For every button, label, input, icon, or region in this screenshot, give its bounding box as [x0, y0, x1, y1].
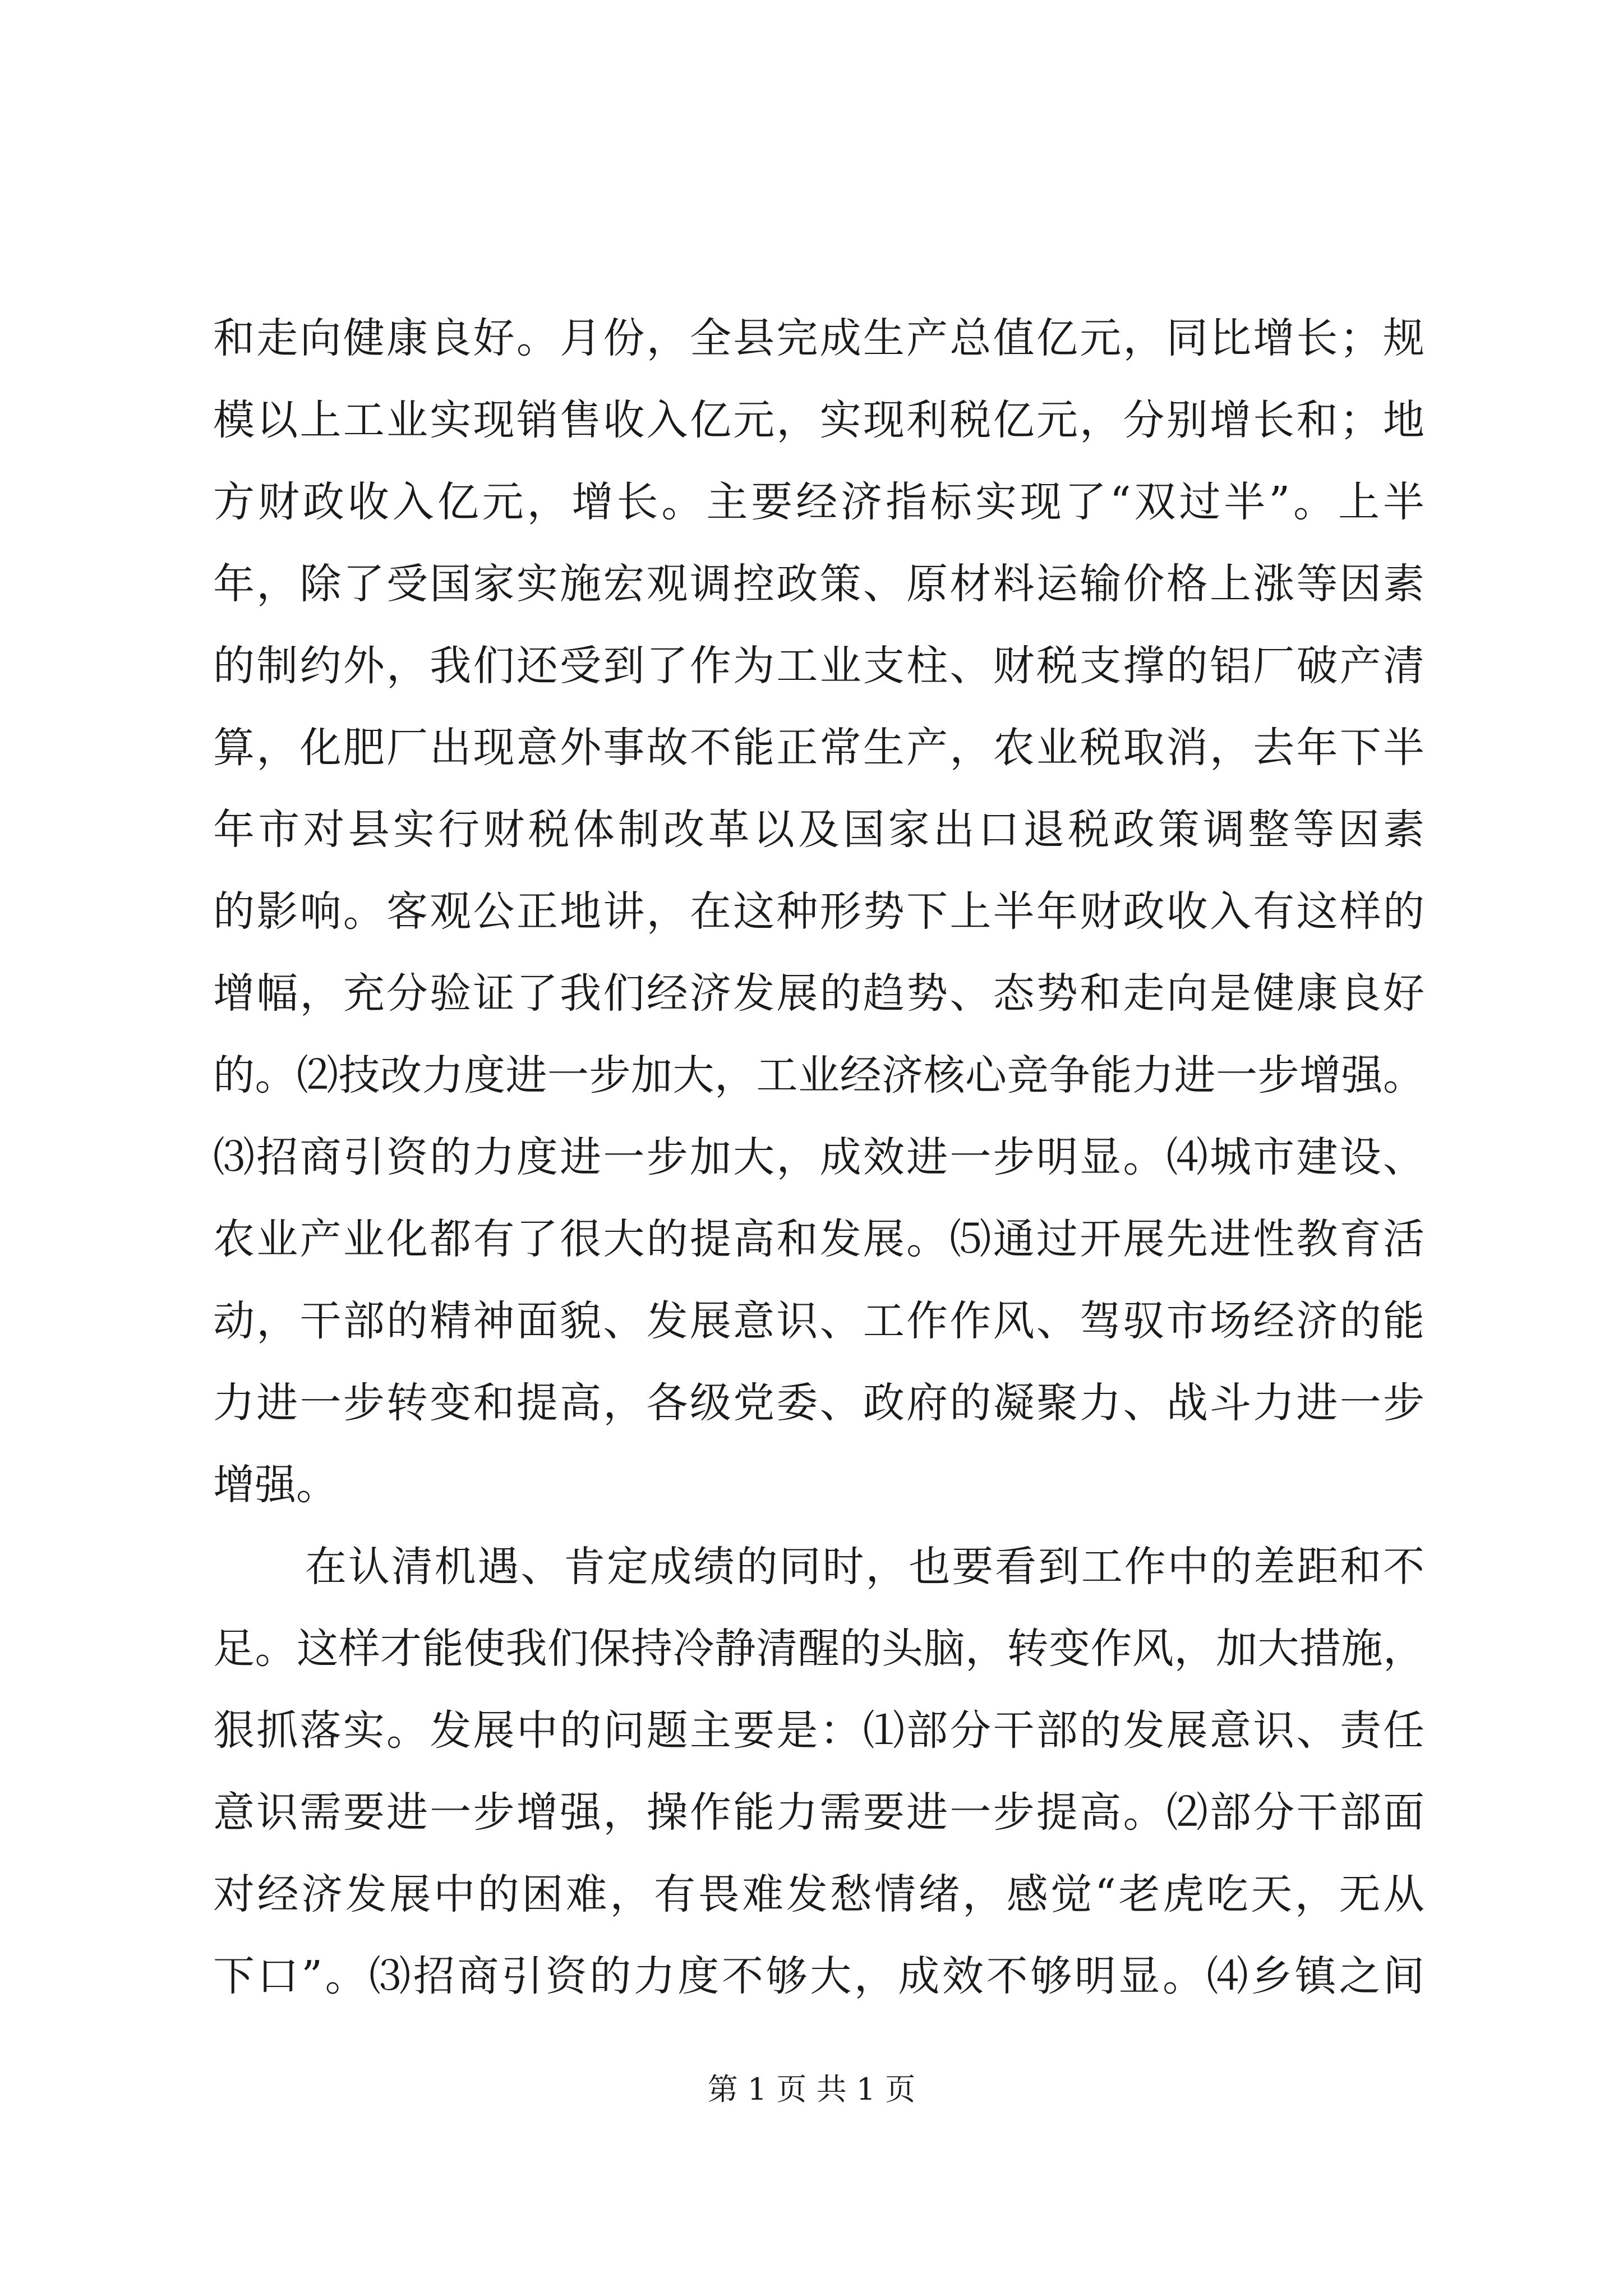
- text-line: 意识需要进一步增强，操作能力需要进一步提高。⑵部分干部面: [213, 1788, 1424, 1837]
- body-text: [213, 297, 1424, 2017]
- text-line: 农业产业化都有了很大的提高和发展。⑸通过开展先进性教育活: [213, 1215, 1424, 1263]
- text-line: 模以上工业实现销售收入亿元，实现利税亿元，分别增长和；地: [213, 396, 1424, 444]
- text-line: 的制约外，我们还受到了作为工业支柱、财税支撑的铝厂破产清: [213, 642, 1424, 690]
- text-line: 年市对县实行财税体制改革以及国家出口退税政策调整等因素: [213, 806, 1424, 854]
- text-line: 在认清机遇、肯定成绩的同时，也要看到工作中的差距和不: [305, 1543, 1424, 1591]
- text-line: 增幅，充分验证了我们经济发展的趋势、态势和走向是健康良好: [213, 969, 1424, 1018]
- text-line: 的影响。客观公正地讲，在这种形势下上半年财政收入有这样的: [213, 887, 1424, 936]
- text-line: 年，除了受国家实施宏观调控政策、原材料运输价格上涨等因素: [213, 560, 1424, 608]
- text-line: 算，化肥厂出现意外事故不能正常生产，农业税取消，去年下半: [213, 724, 1424, 772]
- text-line: 动，干部的精神面貌、发展意识、工作作风、驾驭市场经济的能: [213, 1297, 1424, 1345]
- text-line: 方财政收入亿元，增长。主要经济指标实现了“双过半”。上半: [213, 478, 1424, 526]
- text-line: 下口”。⑶招商引资的力度不够大，成效不够明显。⑷乡镇之间: [213, 1952, 1424, 2000]
- text-line: 力进一步转变和提高，各级党委、政府的凝聚力、战斗力进一步: [213, 1379, 1424, 1427]
- text-line: 足。这样才能使我们保持冷静清醒的头脑，转变作风，加大措施，: [213, 1625, 1424, 1673]
- text-line: 狠抓落实。发展中的问题主要是：⑴部分干部的发展意识、责任: [213, 1706, 1424, 1755]
- text-line: 增强。: [213, 1461, 338, 1509]
- text-line: ⑶招商引资的力度进一步加大，成效进一步明显。⑷城市建设、: [213, 1133, 1424, 1181]
- text-line: 的。⑵技改力度进一步加大，工业经济核心竞争能力进一步增强。: [213, 1051, 1424, 1099]
- text-line: 和走向健康良好。月份，全县完成生产总值亿元，同比增长；规: [213, 314, 1424, 362]
- page-footer: 第 1 页 共 1 页: [707, 2072, 916, 2107]
- text-line: 对经济发展中的困难，有畏难发愁情绪，感觉“老虎吃天，无从: [213, 1870, 1424, 1918]
